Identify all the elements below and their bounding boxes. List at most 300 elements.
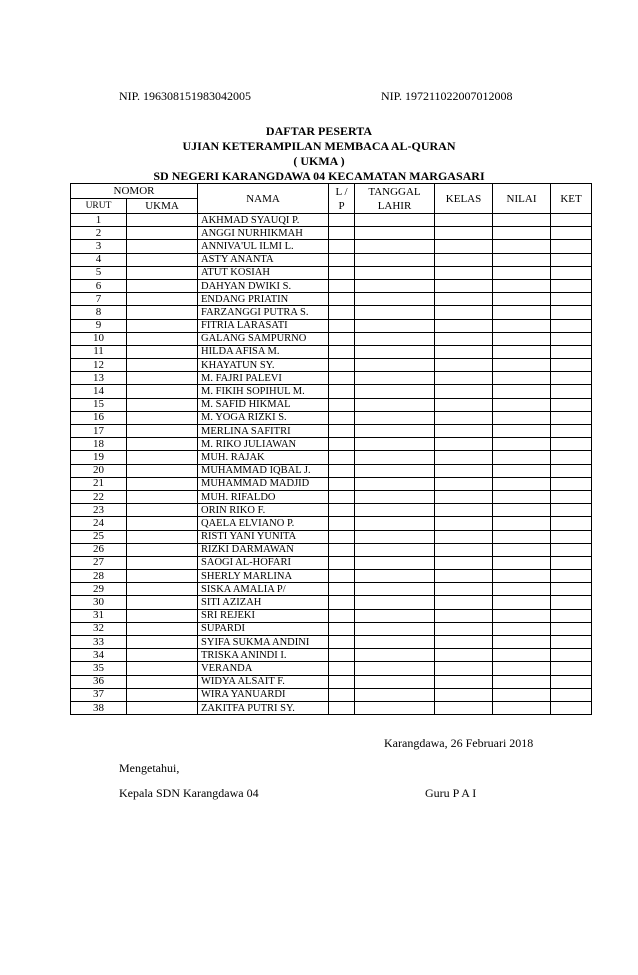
row-ukma [127, 214, 198, 227]
row-ukma [127, 345, 198, 358]
row-kelas [435, 411, 493, 424]
header-kelas: KELAS [435, 184, 493, 214]
row-lp [329, 675, 355, 688]
row-ket [551, 543, 592, 556]
table-row [71, 451, 592, 464]
row-nilai [493, 359, 551, 372]
row-lp [329, 359, 355, 372]
row-birthdate [355, 543, 435, 556]
row-ukma [127, 530, 198, 543]
row-ukma [127, 570, 198, 583]
row-nilai [493, 332, 551, 345]
row-nilai [493, 636, 551, 649]
row-name: MUH. RIFALDO [198, 490, 329, 503]
row-nilai [493, 266, 551, 279]
row-nilai [493, 293, 551, 306]
table-row [71, 266, 592, 279]
row-number: 25 [71, 530, 127, 543]
row-lp [329, 214, 355, 227]
row-ukma [127, 504, 198, 517]
row-ukma [127, 688, 198, 701]
table-row [71, 490, 592, 503]
row-name: QAELA ELVIANO P. [198, 517, 329, 530]
table-row [71, 688, 592, 701]
row-kelas [435, 451, 493, 464]
row-nilai [493, 451, 551, 464]
row-ukma [127, 464, 198, 477]
row-number: 13 [71, 372, 127, 385]
row-nilai [493, 490, 551, 503]
row-birthdate [355, 253, 435, 266]
row-name: KHAYATUN SY. [198, 359, 329, 372]
row-ukma [127, 477, 198, 490]
row-ket [551, 438, 592, 451]
row-number: 32 [71, 622, 127, 635]
row-lp [329, 701, 355, 714]
table-row [71, 517, 592, 530]
row-lp [329, 253, 355, 266]
header-nama: NAMA [198, 184, 329, 214]
row-ket [551, 504, 592, 517]
row-ukma [127, 411, 198, 424]
row-ket [551, 570, 592, 583]
row-ukma [127, 253, 198, 266]
teacher-title: Guru P A I [425, 786, 477, 800]
row-ket [551, 306, 592, 319]
header-ket: KET [551, 184, 592, 214]
row-name: FITRIA LARASATI [198, 319, 329, 332]
row-number: 5 [71, 266, 127, 279]
row-ket [551, 293, 592, 306]
title-daftar-peserta: DAFTAR PESERTA [265, 124, 373, 138]
header-tanggal-lahir [355, 184, 435, 214]
row-kelas [435, 372, 493, 385]
row-ukma [127, 306, 198, 319]
row-name: VERANDA [198, 662, 329, 675]
row-number: 30 [71, 596, 127, 609]
row-birthdate [355, 227, 435, 240]
row-ket [551, 398, 592, 411]
row-kelas [435, 293, 493, 306]
row-nilai [493, 398, 551, 411]
row-birthdate [355, 319, 435, 332]
row-birthdate [355, 636, 435, 649]
row-number: 24 [71, 517, 127, 530]
row-number: 10 [71, 332, 127, 345]
row-nilai [493, 214, 551, 227]
row-number: 37 [71, 688, 127, 701]
row-ket [551, 530, 592, 543]
row-number: 27 [71, 556, 127, 569]
table-row [71, 385, 592, 398]
header-nomor: NOMOR [71, 184, 198, 199]
table-row [71, 293, 592, 306]
row-ukma [127, 293, 198, 306]
row-name: MUHAMMAD MADJID [198, 477, 329, 490]
row-nilai [493, 464, 551, 477]
table-row [71, 464, 592, 477]
row-lp [329, 227, 355, 240]
row-number: 1 [71, 214, 127, 227]
row-ket [551, 517, 592, 530]
table-row [71, 570, 592, 583]
row-lp [329, 345, 355, 358]
row-lp [329, 319, 355, 332]
row-name: WIRA YANUARDI [198, 688, 329, 701]
row-birthdate [355, 517, 435, 530]
row-ukma [127, 622, 198, 635]
row-ukma [127, 609, 198, 622]
row-kelas [435, 345, 493, 358]
row-name: FARZANGGI PUTRA S. [198, 306, 329, 319]
row-nilai [493, 556, 551, 569]
row-birthdate [355, 662, 435, 675]
row-lp [329, 556, 355, 569]
row-number: 15 [71, 398, 127, 411]
table-row [71, 319, 592, 332]
row-number: 26 [71, 543, 127, 556]
row-lp [329, 688, 355, 701]
row-birthdate [355, 583, 435, 596]
row-number: 31 [71, 609, 127, 622]
row-lp [329, 477, 355, 490]
row-kelas [435, 701, 493, 714]
row-birthdate [355, 279, 435, 292]
table-row [71, 306, 592, 319]
row-nilai [493, 477, 551, 490]
row-ukma [127, 556, 198, 569]
row-lp [329, 622, 355, 635]
row-lp [329, 279, 355, 292]
row-kelas [435, 240, 493, 253]
row-ukma [127, 319, 198, 332]
header-tanggal-line1: TANGGAL [368, 185, 421, 198]
row-ket [551, 622, 592, 635]
row-lp [329, 438, 355, 451]
nip-left: NIP. 196308151983042005 [119, 89, 252, 103]
row-kelas [435, 609, 493, 622]
row-number: 36 [71, 675, 127, 688]
row-number: 6 [71, 279, 127, 292]
table-row [71, 477, 592, 490]
row-birthdate [355, 411, 435, 424]
row-name: ASTY ANANTA [198, 253, 329, 266]
row-birthdate [355, 240, 435, 253]
row-birthdate [355, 570, 435, 583]
row-ket [551, 240, 592, 253]
row-ukma [127, 451, 198, 464]
row-lp [329, 411, 355, 424]
row-kelas [435, 570, 493, 583]
row-name: SUPARDI [198, 622, 329, 635]
header-urut: URUT [71, 199, 127, 214]
row-ukma [127, 662, 198, 675]
row-kelas [435, 266, 493, 279]
table-row [71, 530, 592, 543]
row-birthdate [355, 438, 435, 451]
row-ukma [127, 596, 198, 609]
row-kelas [435, 385, 493, 398]
table-row [71, 398, 592, 411]
row-birthdate [355, 425, 435, 438]
row-lp [329, 451, 355, 464]
row-birthdate [355, 701, 435, 714]
row-nilai [493, 675, 551, 688]
row-nilai [493, 530, 551, 543]
table-row [71, 279, 592, 292]
table-row [71, 543, 592, 556]
row-birthdate [355, 477, 435, 490]
row-ket [551, 556, 592, 569]
row-lp [329, 240, 355, 253]
row-kelas [435, 543, 493, 556]
row-nilai [493, 622, 551, 635]
row-number: 16 [71, 411, 127, 424]
row-lp [329, 504, 355, 517]
row-number: 23 [71, 504, 127, 517]
row-nilai [493, 279, 551, 292]
row-birthdate [355, 530, 435, 543]
row-birthdate [355, 398, 435, 411]
row-birthdate [355, 490, 435, 503]
row-ket [551, 385, 592, 398]
row-kelas [435, 688, 493, 701]
row-number: 33 [71, 636, 127, 649]
table-body [71, 214, 592, 715]
header-lp [329, 184, 355, 214]
row-kelas [435, 438, 493, 451]
row-number: 12 [71, 359, 127, 372]
row-number: 34 [71, 649, 127, 662]
row-number: 11 [71, 345, 127, 358]
table-row [71, 411, 592, 424]
row-kelas [435, 556, 493, 569]
table-row [71, 636, 592, 649]
row-number: 14 [71, 385, 127, 398]
row-name: M. FIKIH SOPIHUL M. [198, 385, 329, 398]
row-birthdate [355, 293, 435, 306]
row-name: SITI AZIZAH [198, 596, 329, 609]
participant-table [70, 183, 592, 715]
table-row [71, 345, 592, 358]
row-birthdate [355, 385, 435, 398]
row-ket [551, 345, 592, 358]
row-lp [329, 636, 355, 649]
row-ket [551, 227, 592, 240]
row-name: M. FAJRI PALEVI [198, 372, 329, 385]
row-ukma [127, 359, 198, 372]
row-lp [329, 490, 355, 503]
row-ket [551, 266, 592, 279]
row-kelas [435, 227, 493, 240]
row-ukma [127, 240, 198, 253]
row-ukma [127, 332, 198, 345]
row-kelas [435, 675, 493, 688]
row-lp [329, 649, 355, 662]
table-row [71, 504, 592, 517]
row-birthdate [355, 332, 435, 345]
row-lp [329, 398, 355, 411]
row-number: 19 [71, 451, 127, 464]
row-nilai [493, 438, 551, 451]
row-number: 29 [71, 583, 127, 596]
row-birthdate [355, 372, 435, 385]
row-lp [329, 662, 355, 675]
row-name: WIDYA ALSAIT F. [198, 675, 329, 688]
row-name: ENDANG PRIATIN [198, 293, 329, 306]
row-kelas [435, 319, 493, 332]
row-kelas [435, 583, 493, 596]
row-nilai [493, 253, 551, 266]
row-ket [551, 609, 592, 622]
row-number: 9 [71, 319, 127, 332]
row-number: 17 [71, 425, 127, 438]
row-kelas [435, 504, 493, 517]
row-lp [329, 464, 355, 477]
row-birthdate [355, 345, 435, 358]
row-name: MERLINA SAFITRI [198, 425, 329, 438]
nip-right: NIP. 197211022007012008 [381, 89, 513, 103]
row-number: 28 [71, 570, 127, 583]
row-nilai [493, 609, 551, 622]
row-ukma [127, 279, 198, 292]
row-ket [551, 332, 592, 345]
row-name: DAHYAN DWIKI S. [198, 279, 329, 292]
row-number: 7 [71, 293, 127, 306]
table-row [71, 596, 592, 609]
table-row [71, 425, 592, 438]
row-birthdate [355, 504, 435, 517]
table-row [71, 227, 592, 240]
row-number: 22 [71, 490, 127, 503]
row-kelas [435, 306, 493, 319]
row-birthdate [355, 649, 435, 662]
row-nilai [493, 411, 551, 424]
table-row [71, 701, 592, 714]
row-kelas [435, 425, 493, 438]
row-birthdate [355, 451, 435, 464]
row-nilai [493, 688, 551, 701]
row-kelas [435, 464, 493, 477]
row-kelas [435, 636, 493, 649]
row-lp [329, 425, 355, 438]
row-name: HILDA AFISA M. [198, 345, 329, 358]
row-ket [551, 425, 592, 438]
row-name: SAOGI AL-HOFARI [198, 556, 329, 569]
table-row [71, 649, 592, 662]
row-kelas [435, 359, 493, 372]
row-ukma [127, 266, 198, 279]
header-lp-line1: L / [335, 185, 348, 198]
row-ukma [127, 636, 198, 649]
row-ket [551, 372, 592, 385]
row-name: RIZKI DARMAWAN [198, 543, 329, 556]
table-row [71, 622, 592, 635]
row-name: SISKA AMALIA P/ [198, 583, 329, 596]
row-lp [329, 596, 355, 609]
row-nilai [493, 345, 551, 358]
row-ket [551, 490, 592, 503]
row-name: GALANG SAMPURNO [198, 332, 329, 345]
table-row [71, 662, 592, 675]
header-tanggal-line2: LAHIR [377, 199, 412, 212]
row-name: ANGGI NURHIKMAH [198, 227, 329, 240]
row-ket [551, 411, 592, 424]
row-kelas [435, 332, 493, 345]
row-nilai [493, 662, 551, 675]
row-birthdate [355, 214, 435, 227]
row-birthdate [355, 596, 435, 609]
row-ket [551, 319, 592, 332]
row-nilai [493, 504, 551, 517]
row-ket [551, 253, 592, 266]
row-name: ZAKITFA PUTRI SY. [198, 701, 329, 714]
row-number: 35 [71, 662, 127, 675]
row-ket [551, 662, 592, 675]
row-birthdate [355, 464, 435, 477]
row-ket [551, 477, 592, 490]
row-name: M. RIKO JULIAWAN [198, 438, 329, 451]
row-ukma [127, 543, 198, 556]
table-row [71, 372, 592, 385]
row-kelas [435, 530, 493, 543]
row-lp [329, 530, 355, 543]
row-ukma [127, 701, 198, 714]
table-row [71, 438, 592, 451]
row-ket [551, 636, 592, 649]
row-name: ANNIVA'UL ILMI L. [198, 240, 329, 253]
row-nilai [493, 227, 551, 240]
row-lp [329, 517, 355, 530]
row-birthdate [355, 556, 435, 569]
row-number: 18 [71, 438, 127, 451]
header-lp-line2: P [338, 199, 345, 212]
title-school: SD NEGERI KARANGDAWA 04 KECAMATAN MARGASARI [153, 169, 485, 183]
table-row [71, 240, 592, 253]
row-nilai [493, 596, 551, 609]
table-row [71, 675, 592, 688]
row-kelas [435, 214, 493, 227]
row-ukma [127, 438, 198, 451]
row-nilai [493, 240, 551, 253]
row-number: 4 [71, 253, 127, 266]
row-kelas [435, 649, 493, 662]
row-lp [329, 266, 355, 279]
row-ukma [127, 398, 198, 411]
row-nilai [493, 319, 551, 332]
row-number: 3 [71, 240, 127, 253]
row-name: ATUT KOSIAH [198, 266, 329, 279]
row-birthdate [355, 622, 435, 635]
row-birthdate [355, 675, 435, 688]
row-birthdate [355, 306, 435, 319]
row-ket [551, 583, 592, 596]
row-kelas [435, 490, 493, 503]
row-ket [551, 279, 592, 292]
row-lp [329, 609, 355, 622]
row-ket [551, 675, 592, 688]
row-nilai [493, 570, 551, 583]
row-name: M. YOGA RIZKI S. [198, 411, 329, 424]
row-lp [329, 372, 355, 385]
row-number: 8 [71, 306, 127, 319]
row-nilai [493, 372, 551, 385]
row-lp [329, 332, 355, 345]
row-kelas [435, 477, 493, 490]
table-row [71, 214, 592, 227]
acknowledged-label: Mengetahui, [119, 761, 180, 775]
place-date: Karangdawa, 26 Februari 2018 [384, 736, 534, 750]
